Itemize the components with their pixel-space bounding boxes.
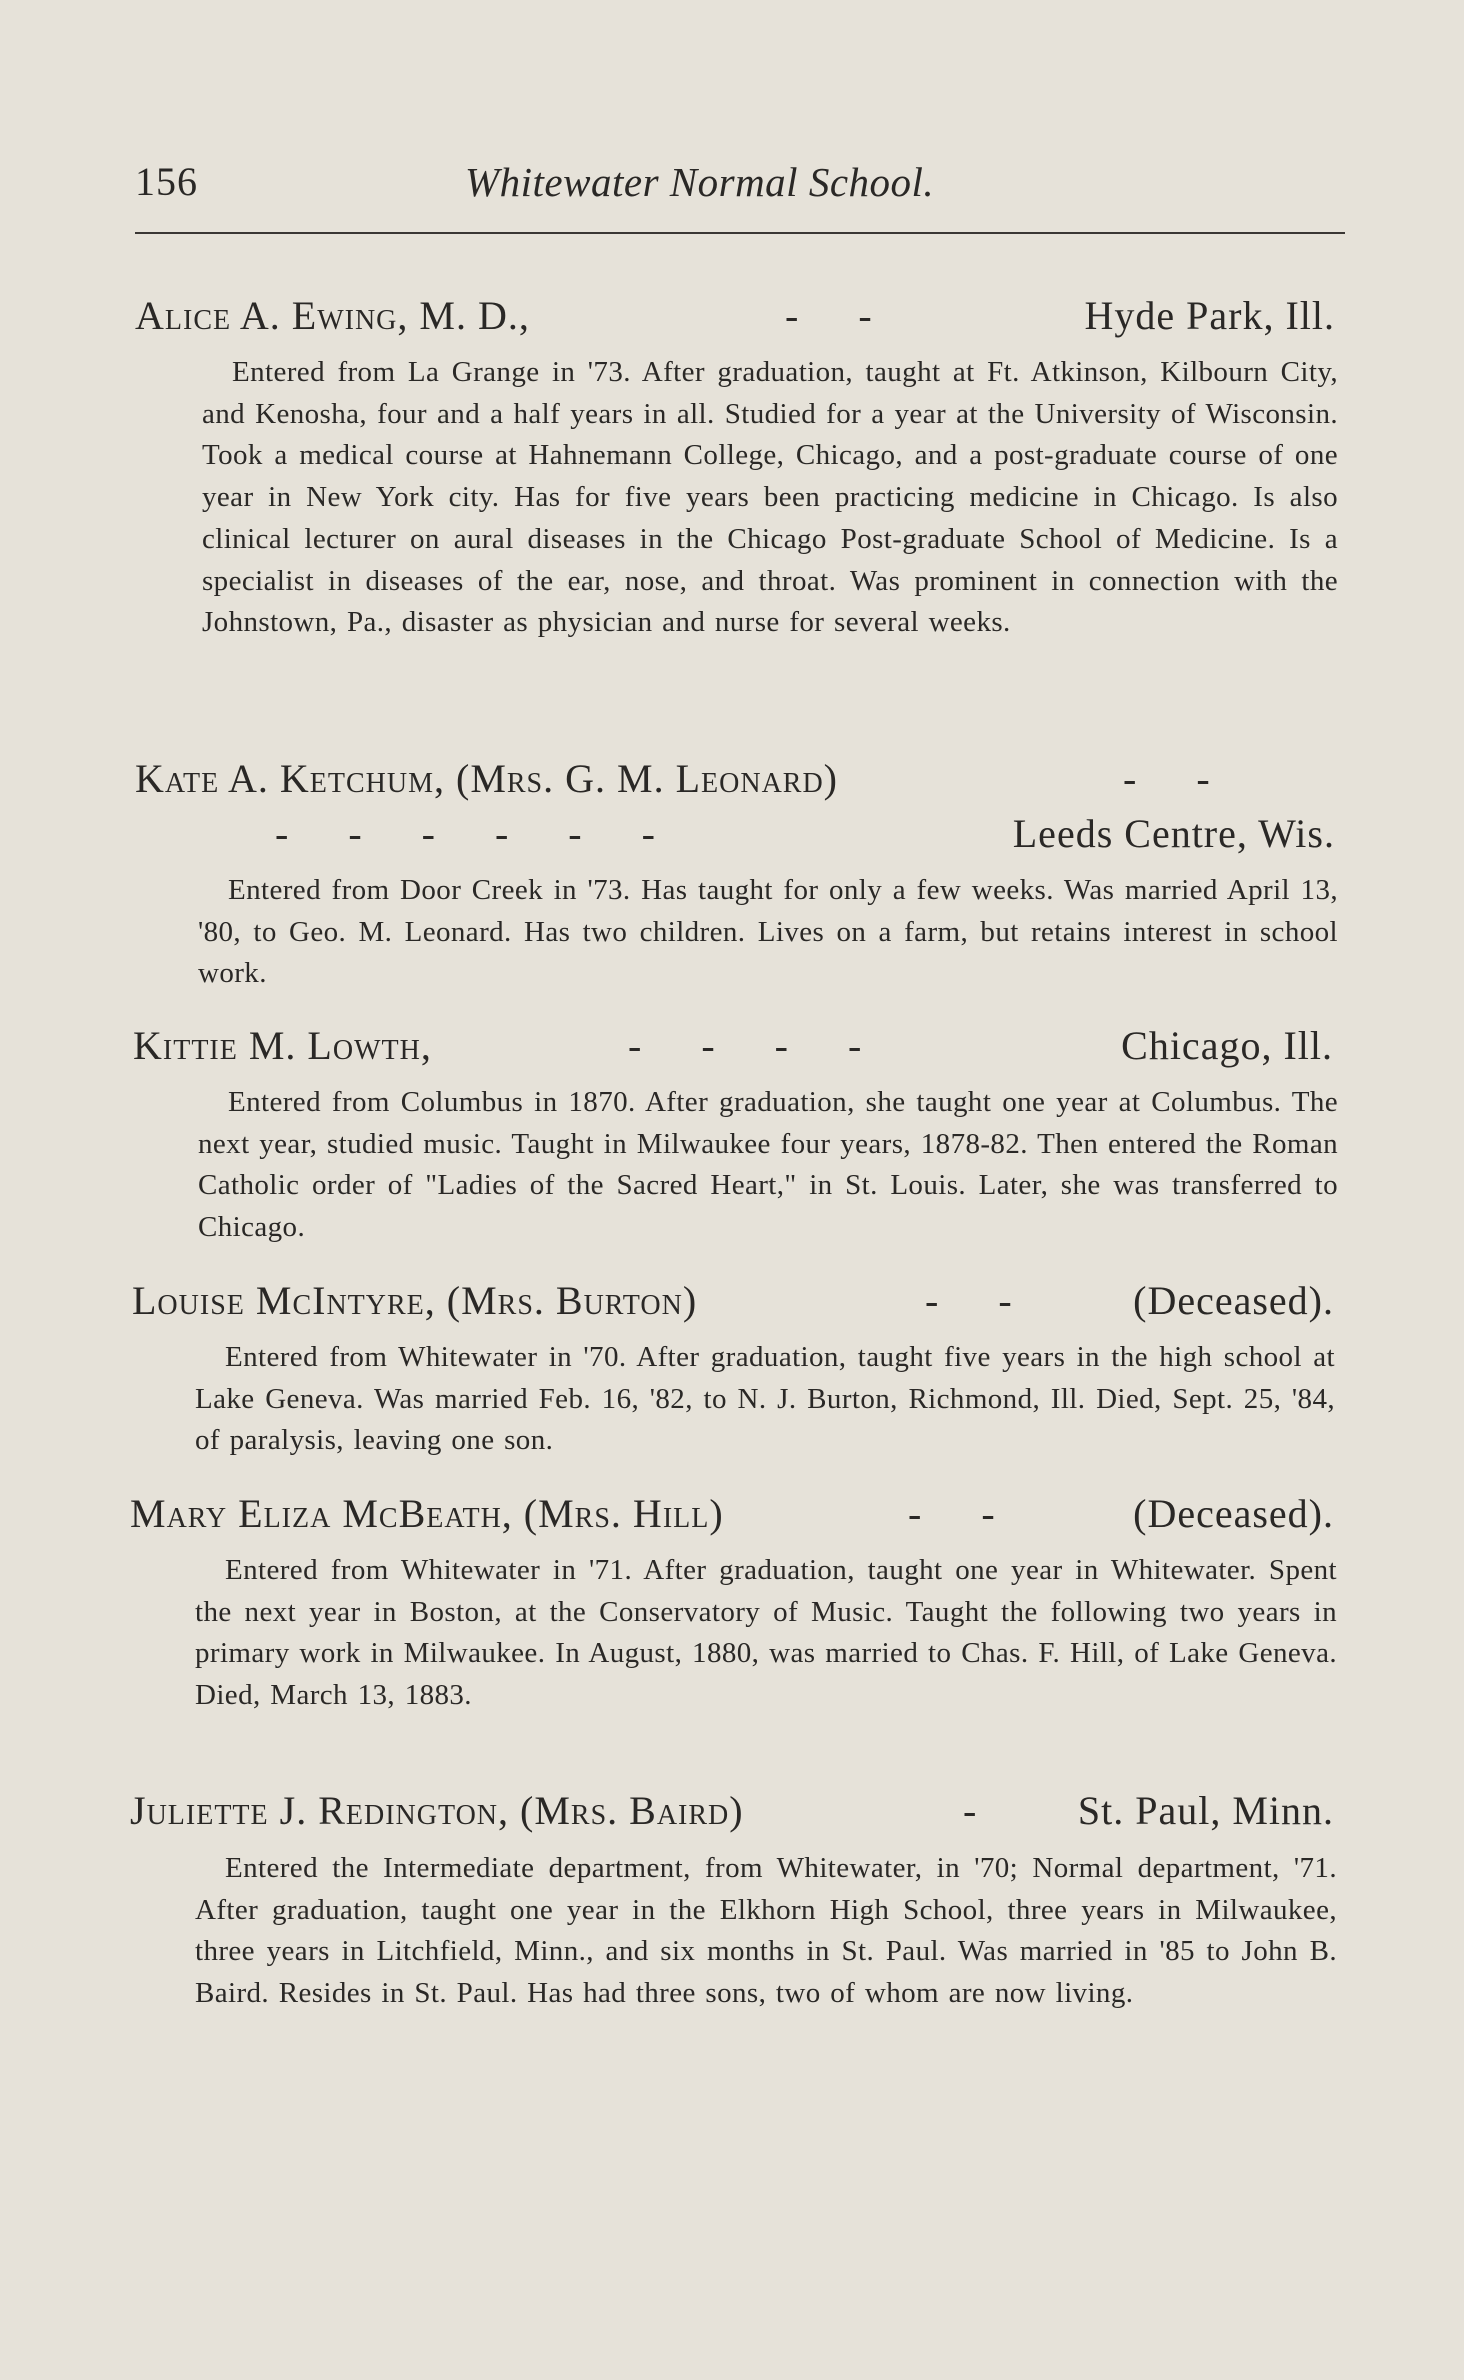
entry-name: Mary Eliza McBeath, (Mrs. Hill) — [130, 1491, 724, 1536]
entry-place: Chicago, Ill. — [1121, 1023, 1333, 1068]
entry-dashes: - - — [785, 293, 873, 338]
entry-name: Alice A. Ewing, M. D., — [135, 293, 530, 338]
entry-heading — [135, 292, 1335, 342]
entry-heading-continued — [135, 810, 1335, 860]
entry-heading — [130, 1787, 1334, 1837]
entry-dashes: - - — [1123, 756, 1211, 801]
entry-place: Leeds Centre, Wis. — [1012, 811, 1335, 856]
entry-heading — [132, 1277, 1334, 1327]
entry-place: (Deceased). — [1133, 1278, 1334, 1323]
entry-dashes: - - - - — [628, 1023, 863, 1068]
entry-dashes: - — [963, 1788, 978, 1833]
entry-name: Louise McIntyre, (Mrs. Burton) — [132, 1278, 698, 1323]
page-header — [135, 158, 1345, 218]
entry-text: Entered from La Grange in '73. After graduation, taught at Ft. Atkinson, Kilbourn City, and Kenosha, four and a half years in all. Studied for a year at the University of Wisconsin. Took a medical course at Hahnemann College, Chicago, and a post-graduate course of one year in New York city. Has for five years been practicing medicine in Chicago. Is also clinical lecturer on aural diseases in the Chicago Post-graduate School of Medicine. Is a specialist in diseases of the ear, nose, and throat. Was prominent in connection with the Johnstown, Pa., disaster as physician and nurse for several weeks. — [202, 356, 1338, 639]
entry-text: Entered the Intermediate department, from Whitewater, in '70; Normal department, '71. After graduation, taught one year in the Elkhorn High School, three years in Milwaukee, three years in Litchfield, Minn., and six months in St. Paul. Was married in '85 to John B. Baird. Resides in St. Paul. Has had three sons, two of whom are now living. — [195, 1852, 1337, 2010]
entry-place: St. Paul, Minn. — [1077, 1788, 1334, 1833]
entry-heading — [133, 1022, 1333, 1072]
entry-place: (Deceased). — [1133, 1491, 1334, 1536]
running-title: Whitewater Normal School. — [465, 159, 935, 205]
entry-name: Juliette J. Redington, (Mrs. Baird) — [130, 1788, 744, 1833]
entry-text: Entered from Whitewater in '70. After graduation, taught five years in the high school at Lake Geneva. Was married Feb. 16, '82, to N. J. Burton, Richmond, Ill. Died, Sept. 25, '84, of paralysis, leaving one son. — [195, 1341, 1335, 1457]
page-number: 156 — [135, 159, 198, 204]
entry-name: Kittie M. Lowth, — [133, 1023, 432, 1068]
entry-place: Hyde Park, Ill. — [1084, 293, 1335, 338]
entry-heading — [135, 755, 1335, 805]
entry-text: Entered from Whitewater in '71. After graduation, taught one year in Whitewater. Spent the next year in Boston, at the Conservatory of Music. Taught the following two years in primary work in Milwaukee. In August, 1880, was married to Chas. F. Hill, of Lake Geneva. Died, March 13, 1883. — [195, 1554, 1337, 1712]
entry-text: Entered from Columbus in 1870. After graduation, she taught one year at Columbus. The next year, studied music. Taught in Milwaukee four years, 1878-82. Then entered the Roman Catholic order of "Ladies of the Sacred Heart," in St. Louis. Later, she was transferred to Chicago. — [198, 1086, 1338, 1244]
header-rule — [135, 232, 1345, 234]
entry-dashes-line2: - - - - - - — [275, 811, 656, 856]
entry-name: Kate A. Ketchum, (Mrs. G. M. Leonard) — [135, 756, 839, 801]
entry-text: Entered from Door Creek in '73. Has taught for only a few weeks. Was married April 13, '80, to Geo. M. Leonard. Has two children. Lives on a farm, but retains interest in school work. — [198, 874, 1338, 990]
entry-dashes: - - — [908, 1491, 996, 1536]
entry-heading — [130, 1490, 1334, 1540]
entry-dashes: - - — [925, 1278, 1013, 1323]
